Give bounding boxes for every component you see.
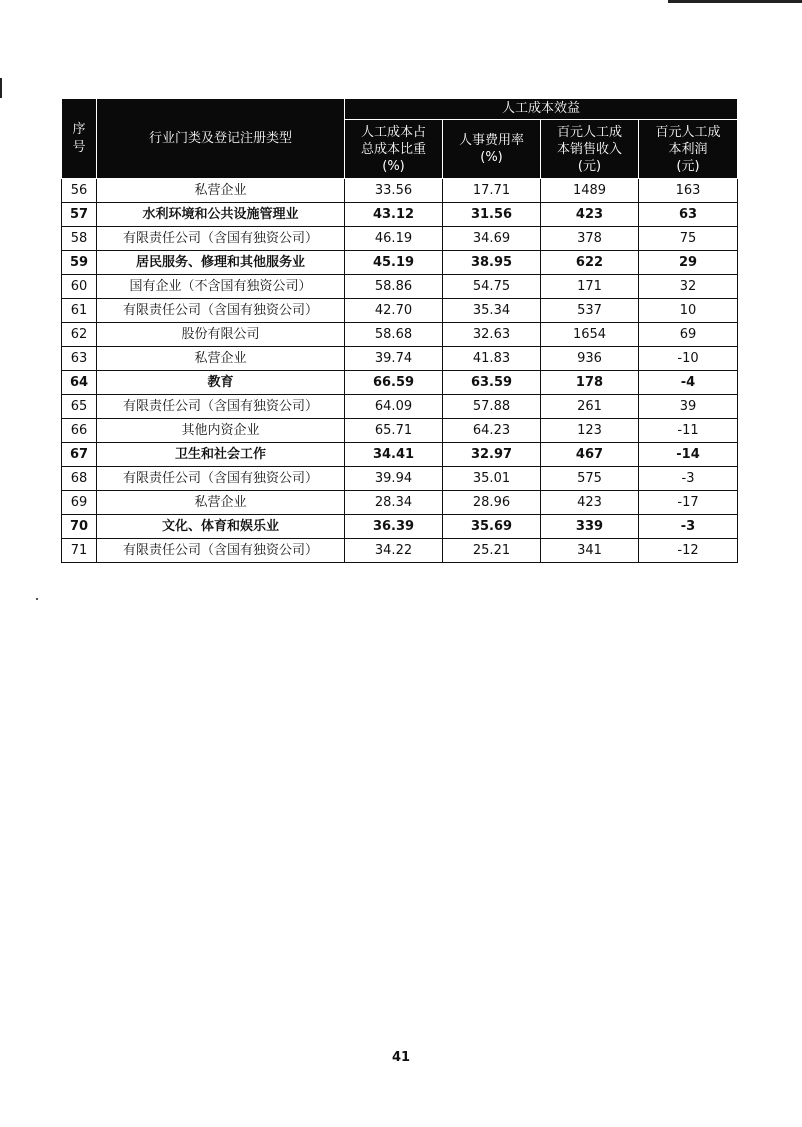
labor-share-cell: 39.94 xyxy=(345,467,443,491)
sales-per-100-cell: 467 xyxy=(541,443,639,467)
profit-per-100-cell: -11 xyxy=(639,419,738,443)
header-group: 人工成本效益 xyxy=(345,99,738,120)
profit-per-100-cell: 39 xyxy=(639,395,738,419)
personnel-rate-cell: 38.95 xyxy=(443,251,541,275)
seq-cell: 61 xyxy=(62,299,97,323)
sales-per-100-cell: 622 xyxy=(541,251,639,275)
table-row xyxy=(62,203,738,227)
category-cell: 私营企业 xyxy=(97,491,345,515)
profit-per-100-cell: 32 xyxy=(639,275,738,299)
personnel-rate-cell: 35.01 xyxy=(443,467,541,491)
labor-share-cell: 28.34 xyxy=(345,491,443,515)
labor-share-cell: 66.59 xyxy=(345,371,443,395)
labor-share-cell: 39.74 xyxy=(345,347,443,371)
sales-per-100-cell: 1654 xyxy=(541,323,639,347)
profit-per-100-cell: 29 xyxy=(639,251,738,275)
category-cell: 其他内资企业 xyxy=(97,419,345,443)
profit-per-100-cell: -3 xyxy=(639,467,738,491)
seq-cell: 62 xyxy=(62,323,97,347)
labor-share-cell: 46.19 xyxy=(345,227,443,251)
seq-cell: 64 xyxy=(62,371,97,395)
seq-cell: 65 xyxy=(62,395,97,419)
seq-cell: 67 xyxy=(62,443,97,467)
sales-per-100-cell: 261 xyxy=(541,395,639,419)
profit-per-100-cell: -3 xyxy=(639,515,738,539)
personnel-rate-cell: 32.97 xyxy=(443,443,541,467)
profit-per-100-cell: -4 xyxy=(639,371,738,395)
category-cell: 股份有限公司 xyxy=(97,323,345,347)
personnel-rate-cell: 64.23 xyxy=(443,419,541,443)
table-row xyxy=(62,227,738,251)
labor-share-cell: 42.70 xyxy=(345,299,443,323)
category-cell: 有限责任公司（含国有独资公司） xyxy=(97,299,345,323)
personnel-rate-cell: 35.34 xyxy=(443,299,541,323)
sales-per-100-cell: 1489 xyxy=(541,179,639,203)
table-row xyxy=(62,371,738,395)
category-cell: 私营企业 xyxy=(97,347,345,371)
table-row xyxy=(62,347,738,371)
scan-speck xyxy=(36,598,38,600)
table-row xyxy=(62,251,738,275)
personnel-rate-cell: 57.88 xyxy=(443,395,541,419)
profit-per-100-cell: 63 xyxy=(639,203,738,227)
sales-per-100-cell: 339 xyxy=(541,515,639,539)
personnel-rate-cell: 41.83 xyxy=(443,347,541,371)
table-row xyxy=(62,395,738,419)
table-row xyxy=(62,491,738,515)
personnel-rate-cell: 54.75 xyxy=(443,275,541,299)
seq-cell: 71 xyxy=(62,539,97,563)
sales-per-100-cell: 378 xyxy=(541,227,639,251)
sales-per-100-cell: 171 xyxy=(541,275,639,299)
seq-cell: 70 xyxy=(62,515,97,539)
sales-per-100-cell: 178 xyxy=(541,371,639,395)
profit-per-100-cell: -17 xyxy=(639,491,738,515)
sales-per-100-cell: 423 xyxy=(541,491,639,515)
margin-mark xyxy=(0,78,2,98)
sales-per-100-cell: 123 xyxy=(541,419,639,443)
category-cell: 文化、体育和娱乐业 xyxy=(97,515,345,539)
category-cell: 有限责任公司（含国有独资公司） xyxy=(97,539,345,563)
table-row xyxy=(62,467,738,491)
profit-per-100-cell: 69 xyxy=(639,323,738,347)
seq-cell: 66 xyxy=(62,419,97,443)
sales-per-100-cell: 575 xyxy=(541,467,639,491)
category-cell: 水利环境和公共设施管理业 xyxy=(97,203,345,227)
labor-share-cell: 58.86 xyxy=(345,275,443,299)
labor-share-cell: 58.68 xyxy=(345,323,443,347)
labor-share-cell: 36.39 xyxy=(345,515,443,539)
seq-cell: 63 xyxy=(62,347,97,371)
sales-per-100-cell: 341 xyxy=(541,539,639,563)
labor-share-cell: 43.12 xyxy=(345,203,443,227)
personnel-rate-cell: 17.71 xyxy=(443,179,541,203)
personnel-rate-cell: 25.21 xyxy=(443,539,541,563)
personnel-rate-cell: 31.56 xyxy=(443,203,541,227)
top-rule xyxy=(668,0,802,3)
table-row xyxy=(62,443,738,467)
profit-per-100-cell: 75 xyxy=(639,227,738,251)
table-row xyxy=(62,515,738,539)
table-row xyxy=(62,419,738,443)
profit-per-100-cell: -12 xyxy=(639,539,738,563)
header-col-profit-per-100: 百元人工成 本利润 (元) xyxy=(639,120,738,179)
labor-share-cell: 45.19 xyxy=(345,251,443,275)
header-category: 行业门类及登记注册类型 xyxy=(97,99,345,179)
page-number: 41 xyxy=(391,1050,411,1065)
seq-cell: 60 xyxy=(62,275,97,299)
category-cell: 私营企业 xyxy=(97,179,345,203)
table-body xyxy=(62,179,738,563)
personnel-rate-cell: 28.96 xyxy=(443,491,541,515)
personnel-rate-cell: 63.59 xyxy=(443,371,541,395)
profit-per-100-cell: -10 xyxy=(639,347,738,371)
table-row xyxy=(62,539,738,563)
sales-per-100-cell: 537 xyxy=(541,299,639,323)
labor-share-cell: 65.71 xyxy=(345,419,443,443)
profit-per-100-cell: -14 xyxy=(639,443,738,467)
category-cell: 有限责任公司（含国有独资公司） xyxy=(97,395,345,419)
labor-cost-table xyxy=(61,98,738,563)
category-cell: 国有企业（不含国有独资公司） xyxy=(97,275,345,299)
seq-cell: 68 xyxy=(62,467,97,491)
labor-share-cell: 34.41 xyxy=(345,443,443,467)
seq-cell: 58 xyxy=(62,227,97,251)
table-row xyxy=(62,299,738,323)
category-cell: 教育 xyxy=(97,371,345,395)
seq-cell: 56 xyxy=(62,179,97,203)
table-row xyxy=(62,323,738,347)
header-col-personnel-rate: 人事费用率 (%) xyxy=(443,120,541,179)
sales-per-100-cell: 936 xyxy=(541,347,639,371)
labor-share-cell: 33.56 xyxy=(345,179,443,203)
header-col-sales-per-100: 百元人工成 本销售收入 (元) xyxy=(541,120,639,179)
seq-cell: 57 xyxy=(62,203,97,227)
category-cell: 卫生和社会工作 xyxy=(97,443,345,467)
category-cell: 居民服务、修理和其他服务业 xyxy=(97,251,345,275)
category-cell: 有限责任公司（含国有独资公司） xyxy=(97,467,345,491)
table-row xyxy=(62,275,738,299)
profit-per-100-cell: 163 xyxy=(639,179,738,203)
profit-per-100-cell: 10 xyxy=(639,299,738,323)
category-cell: 有限责任公司（含国有独资公司） xyxy=(97,227,345,251)
header-seq: 序 号 xyxy=(62,99,97,179)
personnel-rate-cell: 34.69 xyxy=(443,227,541,251)
personnel-rate-cell: 35.69 xyxy=(443,515,541,539)
labor-share-cell: 34.22 xyxy=(345,539,443,563)
personnel-rate-cell: 32.63 xyxy=(443,323,541,347)
seq-cell: 59 xyxy=(62,251,97,275)
seq-cell: 69 xyxy=(62,491,97,515)
sales-per-100-cell: 423 xyxy=(541,203,639,227)
header-col-labor-share: 人工成本占 总成本比重 (%) xyxy=(345,120,443,179)
labor-share-cell: 64.09 xyxy=(345,395,443,419)
table-row xyxy=(62,179,738,203)
